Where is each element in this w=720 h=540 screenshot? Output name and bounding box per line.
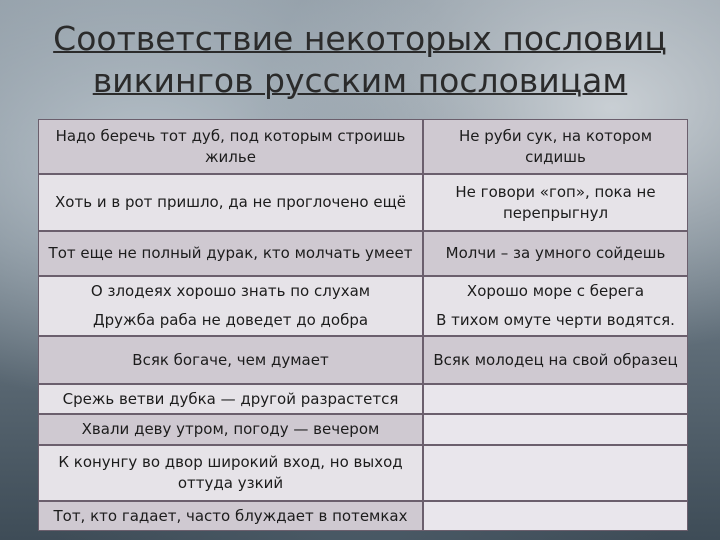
russian-proverb-text: Не руби сук, на котором сидишь [458,126,653,166]
viking-proverb-text: Срежь ветви дубка — другой разрастется [62,389,399,408]
russian-proverb-cell [423,231,688,276]
viking-proverb-cell [38,414,423,445]
empty-cell [423,414,688,445]
russian-proverb-text: Не говори «гоп», пока не перепрыгнул [455,182,656,222]
russian-proverb-cell [423,174,688,231]
empty-cell [423,445,688,501]
viking-proverb-cell [38,384,423,414]
viking-proverb-text: О злодеях хорошо знать по слухам [90,282,371,300]
russian-proverb-cell [423,276,688,336]
viking-proverb-text: Дружба раба не доведет до добра [92,311,369,329]
viking-proverb-text: Тот, кто гадает, часто блуждает в потемках [53,506,408,525]
viking-proverb-cell [38,276,423,336]
viking-proverb-cell [38,174,423,231]
russian-proverb-text: Всяк молодец на свой образец [433,350,678,369]
empty-cell [423,501,688,531]
viking-proverb-cell [38,119,423,174]
russian-proverb-cell [423,119,688,174]
russian-proverb-text: Молчи – за умного сойдешь [445,244,666,262]
viking-proverb-cell [38,231,423,276]
viking-proverb-text: К конунгу во двор широкий вход, но выход оттуда узкий [58,453,403,492]
viking-proverb-text: Хвали деву утром, погоду — вечером [81,420,380,438]
viking-proverb-cell [38,501,423,531]
viking-proverb-text: Всяк богаче, чем думает [132,350,329,369]
russian-proverb-text: Хорошо море с берега [466,282,645,300]
viking-proverb-text: Надо беречь тот дуб, под которым строишь жилье [55,126,406,166]
empty-cell [423,384,688,414]
russian-proverb-text: В тихом омуте черти водятся. [436,311,675,329]
viking-proverb-cell [38,336,423,384]
viking-proverb-cell [38,445,423,501]
viking-proverb-text: Хоть и в рот пришло, да не проглочено ещё [55,193,406,211]
slide-title [0,18,720,102]
title-line-2: викингов русским пословицам [92,61,628,100]
viking-proverb-text: Тот еще не полный дурак, кто молчать умеет [48,244,413,262]
title-line-1: Соответствие некоторых пословиц [53,19,667,58]
russian-proverb-cell [423,336,688,384]
